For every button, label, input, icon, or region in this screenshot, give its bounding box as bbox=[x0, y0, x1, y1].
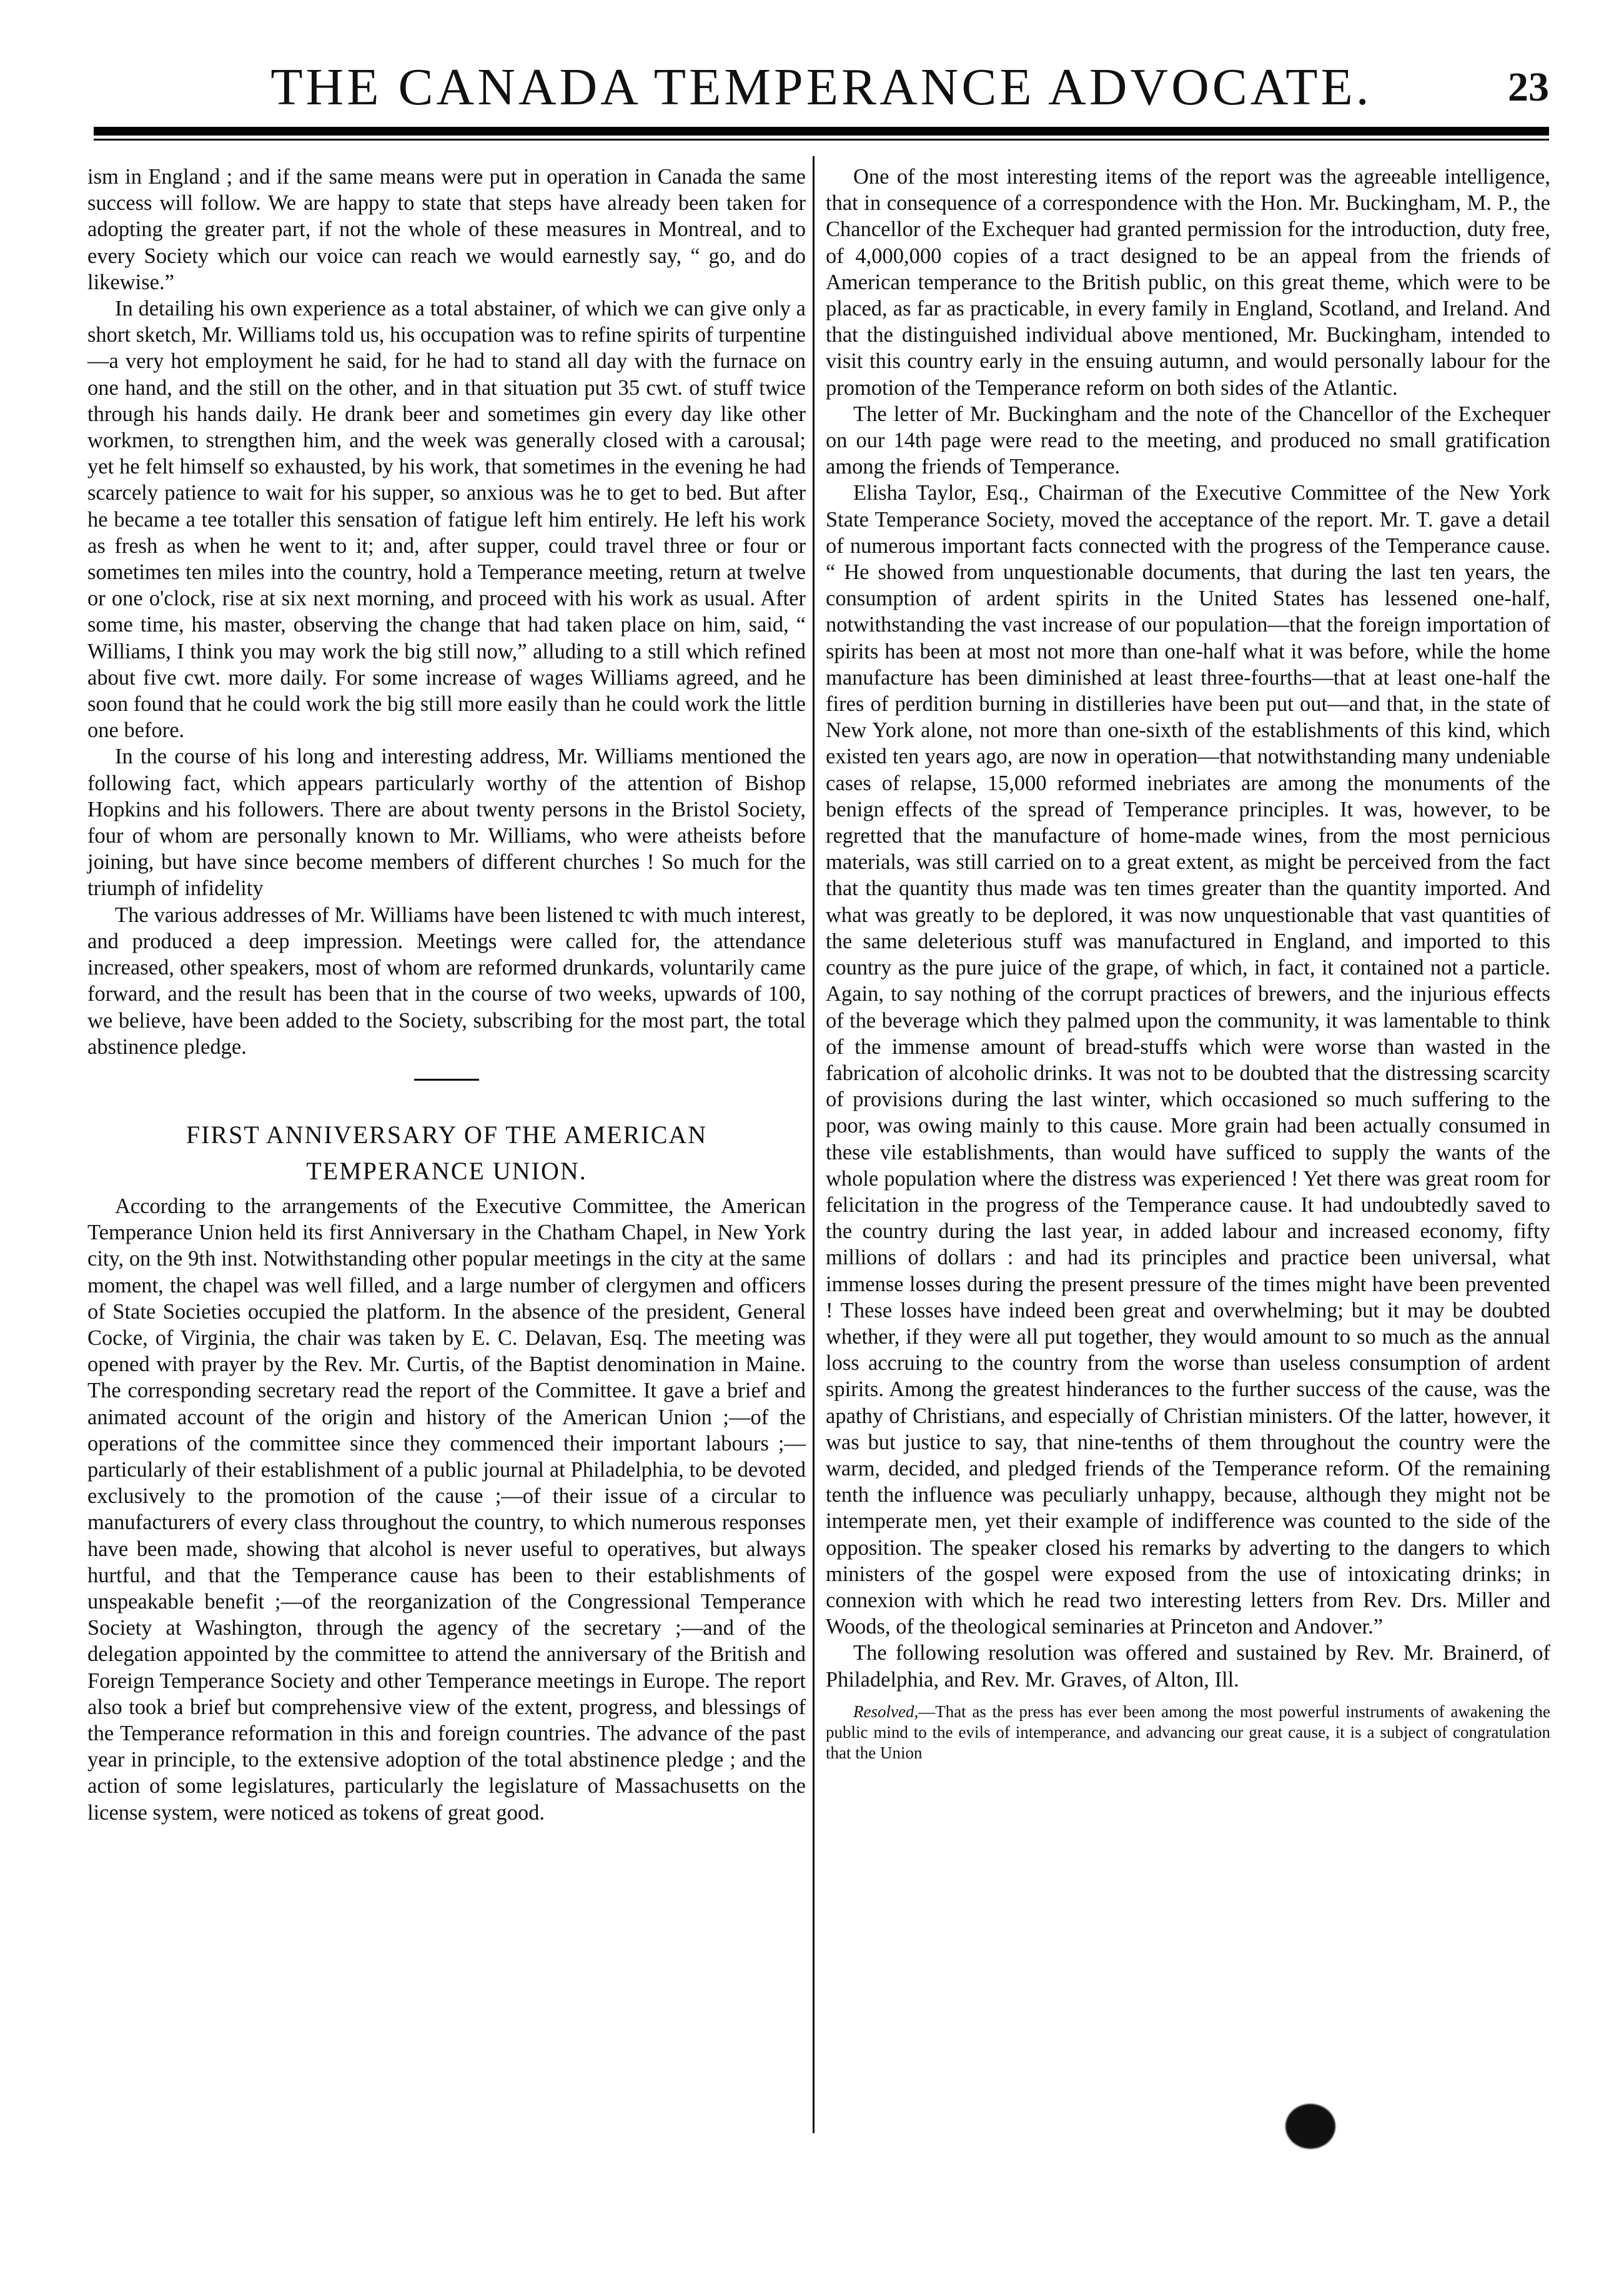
masthead-rule-thin bbox=[94, 139, 1549, 141]
section-separator bbox=[414, 1079, 479, 1081]
masthead bbox=[94, 53, 1549, 122]
resolution bbox=[826, 1702, 1550, 1763]
page-number: 23 bbox=[1508, 64, 1549, 110]
paragraph: One of the most interesting items of the report was the agreeable intelligence, that in consequence of a correspondence with the Hon. Mr. Buckingham, M. P., the Chancellor of the Exchequer had granted permission for the introduction, duty free, of 4,000,000 copies of a tract designed to be an appeal from the friends of American temperance to the British public, on this great theme, which were to be placed, as far as practicable, in every family in England, Scotland, and Ireland. And that the distinguished individual above mentioned, Mr. Buckingham, intended to visit this country early in the ensuing autumn, and would personally labour for the promotion of the Temperance reform on both sides of the Atlantic. bbox=[826, 165, 1550, 400]
resolution-label: Resolved, bbox=[853, 1702, 919, 1721]
section-title: FIRST ANNIVERSARY OF THE AMERICAN bbox=[186, 1120, 708, 1149]
left-column bbox=[87, 164, 806, 1826]
column-divider bbox=[813, 156, 814, 2133]
paragraph: The letter of Mr. Buckingham and the note of the Chancellor of the Exchequer on our 14th page were read to the meeting, and produced no small gratification among the friends of Temperance. bbox=[826, 402, 1550, 479]
paragraph: In detailing his own experience as a total abstainer, of which we can give only a short sketch, Mr. Williams told us, his occupation was to refine spirits of turpentine—a very hot employment he said, for he had to stand all day with the furnace on one hand, and the still on the other, and in that situation put 35 cwt. of stuff twice through his hands daily. He drank beer and sometimes gin every day like other workmen, to strengthen him, and the week was generally closed with a carousal; yet he felt himself so exhausted, by his work, that sometimes in the evening he had scarcely patience to wait for his supper, so anxious was he to get to bed. But after he became a tee totaller this sensation of fatigue left him entirely. He left his work as fresh as when he went to it; and, after supper, could travel three or four or sometimes ten miles into the country, hold a Temperance meeting, return at twelve or one o'clock, rise at six next morning, and proceed with his work as usual. After some time, his master, observing the change that had taken place on him, said, “ Williams, I think you may work the big still now,” alluding to a still which refined about five cwt. more daily. For some increase of wages Williams agreed, and he soon found that he could work the big still more easily than he could work the little one before. bbox=[87, 297, 806, 743]
masthead-rule-thick bbox=[94, 127, 1549, 136]
paragraph: According to the arrangements of the Executive Committee, the American Temperance Union held its first Anniversary in the Chatham Chapel, in New York city, on the 9th inst. Notwithstanding other popular meetings in the city at the same moment, the chapel was well filled, and a large number of clergymen and officers of State Societies occupied the platform. In the absence of the president, General Cocke, of Virginia, the chair was taken by E. C. Delavan, Esq. The meeting was opened with prayer by the Rev. Mr. Curtis, of the Baptist denomination in Maine. The corresponding secretary read the report of the Committee. It gave a brief and animated account of the origin and history of the American Union ;—of the operations of the committee since they commenced their important labours ;—particularly of their establishment of a public journal at Philadelphia, to be devoted exclusively to the promotion of the cause ;—of their issue of a circular to manufacturers of every class throughout the country, to which numerous responses have been made, showing that alcohol is never useful to operatives, but always hurtful, and that the Temperance cause has been to their establishments of unspeakable benefit ;—of the reorganization of the Congressional Temperance Society at Washington, through the agency of the secretary ;—and of the delegation appointed by the committee to attend the anniversary of the British and Foreign Temperance Society and other Temperance meetings in Europe. The report also took a brief but comprehensive view of the extent, progress, and blessings of the Temperance reformation in this and foreign countries. The advance of the past year in principle, to the extensive adoption of the total abstinence pledge ; and the action of some legislatures, particularly the legislature of Massachusetts on the license system, were noticed as tokens of great good. bbox=[87, 1194, 806, 1825]
ink-blot bbox=[1285, 2104, 1335, 2149]
paragraph: The various addresses of Mr. Williams have been listened tc with much interest, and produced a deep impression. Meetings were called for, the attendance increased, other speakers, most of whom are reformed drunkards, voluntarily came forward, and the result has been that in the course of two weeks, upwards of 100, we believe, have been added to the Society, subscribing for the most part, the total abstinence pledge. bbox=[87, 903, 806, 1059]
paragraph: Elisha Taylor, Esq., Chairman of the Executive Committee of the New York State Temperance Society, moved the acceptance of the report. Mr. T. gave a detail of numerous important facts connected with the progress of the Temperance cause. “ He showed from unquestionable documents, that during the last ten years, the consumption of ardent spirits in the United States has lessened one-half, notwithstanding the vast increase of our population—that the foreign importation of spirits has been at most not more than one-half what it was before, while the home manufacture has been diminished at least three-fourths—that at least one-half the fires of perdition burning in distilleries have been put out—and that, in the state of New York alone, not more than one-sixth of the establishments of this kind, which existed ten years ago, are now in operation—that notwithstanding many undeniable cases of relapse, 15,000 reformed inebriates are among the monuments of the benign effects of the spread of Temperance principles. It was, however, to be regretted that the manufacture of home-made wines, from the most pernicious materials, was still carried on to a great extent, as might be perceived from the fact that the quantity thus made was ten times greater than the quantity imported. And what was greatly to be deplored, it was now unquestionable that vast quantities of the same deleterious stuff was manufactured in England, and imported to this country as the pure juice of the grape, of which, in fact, it contained not a particle. Again, to say nothing of the corrupt practices of brewers, and the injurious effects of the beverage which they palmed upon the community, it was lamentable to think of the immense amount of bread-stuffs which were worse than wasted in the fabrication of alcoholic drinks. It was not to be doubted that the distressing scarcity of provisions during the last winter, which occasioned so much suffering to the poor, was owing mainly to this cause. More grain had been actually consumed in these vile establishments, than would have sufficed to supply the wants of the whole population where the distress was experienced ! Yet there was great room for felicitation in the progress of the Temperance cause. It had undoubtedly saved to the country during the last year, in added labour and increased economy, fifty millions of dollars : and had its principles and practice been universal, what immense losses during the present pressure of the times might have been prevented ! These losses have indeed been great and overwhelming; but it may be doubted whether, if they were all put together, they would amount to so much as the annual loss accruing to the country from the worse than useless consumption of ardent spirits. Among the greatest hinderances to the further success of the cause, was the apathy of Christians, and especially of Christian ministers. Of the latter, however, it was but justice to say, that nine-tenths of them throughout the country were the warm, decided, and pledged friends of the Temperance reform. Of the remaining tenth the influence was peculiarly unhappy, because, although they might not be intemperate men, yet their example of indifference was counted to the side of the opposition. The speaker closed his remarks by adverting to the dangers to which ministers of the gospel were exposed from the use of intoxicating drinks; in connexion with which he read two interesting letters from Rev. Drs. Miller and Woods, of the theological seminaries at Princeton and Andover.” bbox=[826, 481, 1550, 1639]
right-column bbox=[826, 164, 1550, 1763]
paragraph: The following resolution was offered and sustained by Rev. Mr. Brainerd, of Philadelphia, and Rev. Mr. Graves, of Alton, Ill. bbox=[826, 1641, 1550, 1692]
section-subtitle: TEMPERANCE UNION. bbox=[306, 1156, 587, 1185]
newspaper-title: THE CANADA TEMPERANCE ADVOCATE. bbox=[270, 58, 1372, 116]
paragraph: ism in England ; and if the same means were put in operation in Canada the same success will follow. We are happy to state that steps have already been taken for adopting the greater part, if not the whole of these measures in Montreal, and to every Society which our voice can reach we would earnestly say, “ go, and do likewise.” bbox=[87, 165, 806, 294]
resolution-text: —That as the press has ever been among the most powerful instruments of awakening the public mind to the evils of intemperance, and advancing our great cause, it is a subject of congratulation that the Union bbox=[826, 1702, 1550, 1762]
paragraph: In the course of his long and interesting address, Mr. Williams mentioned the following fact, which appears particularly worthy of the attention of Bishop Hopkins and his followers. There are about twenty persons in the Bristol Society, four of whom are personally known to Mr. Williams, who were atheists before joining, but have since become members of different churches ! So much for the triumph of infidelity bbox=[87, 745, 806, 901]
